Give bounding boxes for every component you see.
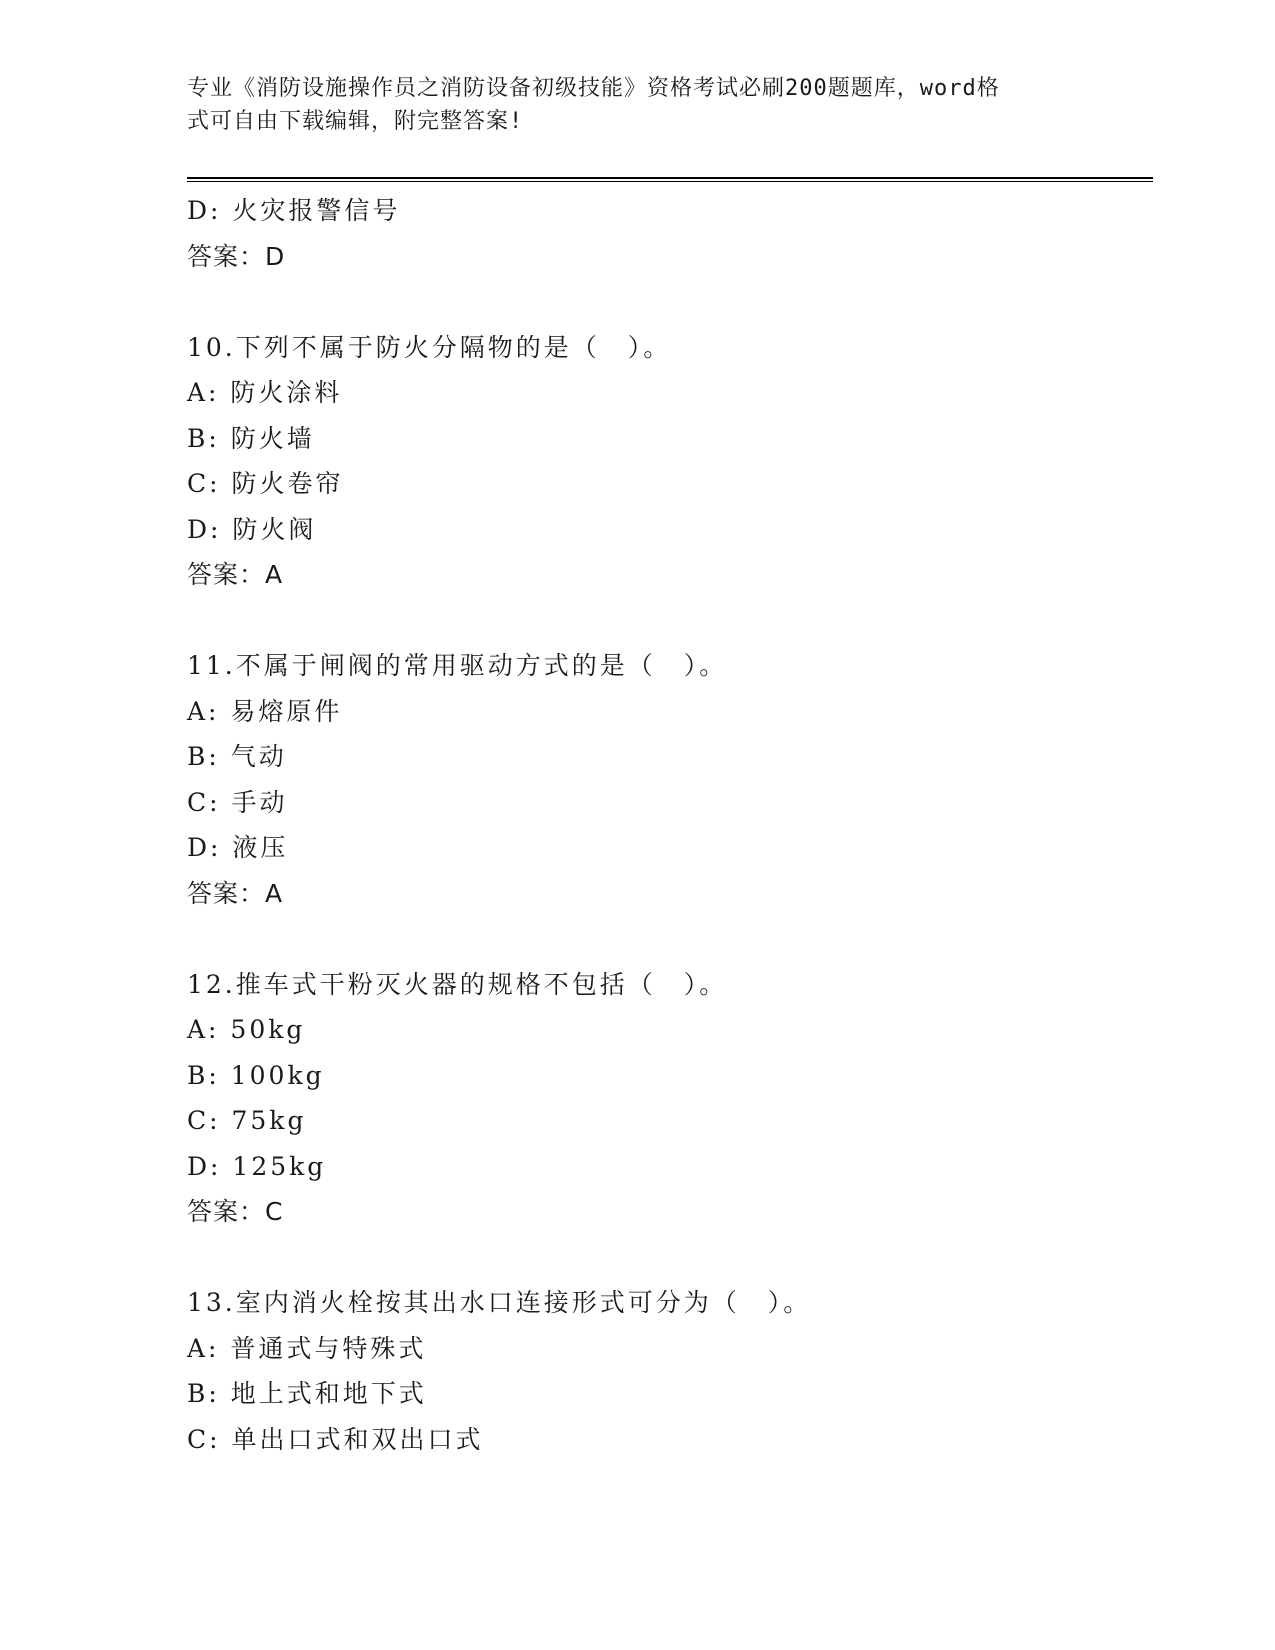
question-block-9-tail (187, 188, 1147, 279)
option-d: D: 火灾报警信号 (187, 196, 401, 225)
option-d: D: 液压 (187, 833, 289, 862)
option-a: A: 防火涂料 (187, 378, 343, 407)
spacer (187, 1235, 1147, 1281)
question-block-12 (187, 962, 1147, 1235)
question-stem: 13.室内消火栓按其出水口连接形式可分为（ ）。 (187, 1288, 812, 1317)
option-b: B: 地上式和地下式 (187, 1379, 427, 1408)
option-c: C: 手动 (187, 787, 288, 817)
question-block-13 (187, 1280, 1147, 1462)
question-stem: 11.不属于闸阀的常用驱动方式的是（ ）。 (187, 651, 728, 680)
question-stem: 12.推车式干粉灭火器的规格不包括（ ）。 (187, 969, 728, 999)
header-line-2: 式可自由下载编辑，附完整答案! (187, 109, 524, 134)
header-line-1: 专业《消防设施操作员之消防设备初级技能》资格考试必刷200题题库，word格 (187, 76, 1000, 101)
option-a: A: 普通式与特殊式 (187, 1333, 427, 1363)
option-a: A: 50kg (187, 1015, 306, 1044)
option-b: B: 防火墙 (187, 423, 315, 453)
option-a: A: 易熔原件 (187, 696, 343, 726)
document-header (187, 72, 1067, 138)
option-c: C: 单出口式和双出口式 (187, 1424, 484, 1454)
question-block-11 (187, 643, 1147, 916)
option-b: B: 100kg (187, 1060, 325, 1090)
option-b: B: 气动 (187, 742, 287, 771)
option-d: D: 125kg (187, 1151, 327, 1181)
question-stem: 10.下列不属于防火分隔物的是（ ）。 (187, 332, 672, 362)
option-d: D: 防火阀 (187, 514, 317, 544)
header-divider-thick (187, 177, 1153, 179)
spacer (187, 598, 1147, 644)
answer-line: 答案：D (187, 241, 286, 271)
spacer (187, 916, 1147, 962)
question-block-10 (187, 325, 1147, 598)
header-divider-thin (187, 181, 1153, 182)
option-c: C: 防火卷帘 (187, 469, 344, 498)
option-c: C: 75kg (187, 1106, 307, 1135)
answer-line: 答案：A (187, 878, 284, 908)
question-list (187, 188, 1147, 1462)
spacer (187, 279, 1147, 325)
answer-line: 答案：A (187, 560, 284, 589)
answer-line: 答案：C (187, 1197, 284, 1226)
